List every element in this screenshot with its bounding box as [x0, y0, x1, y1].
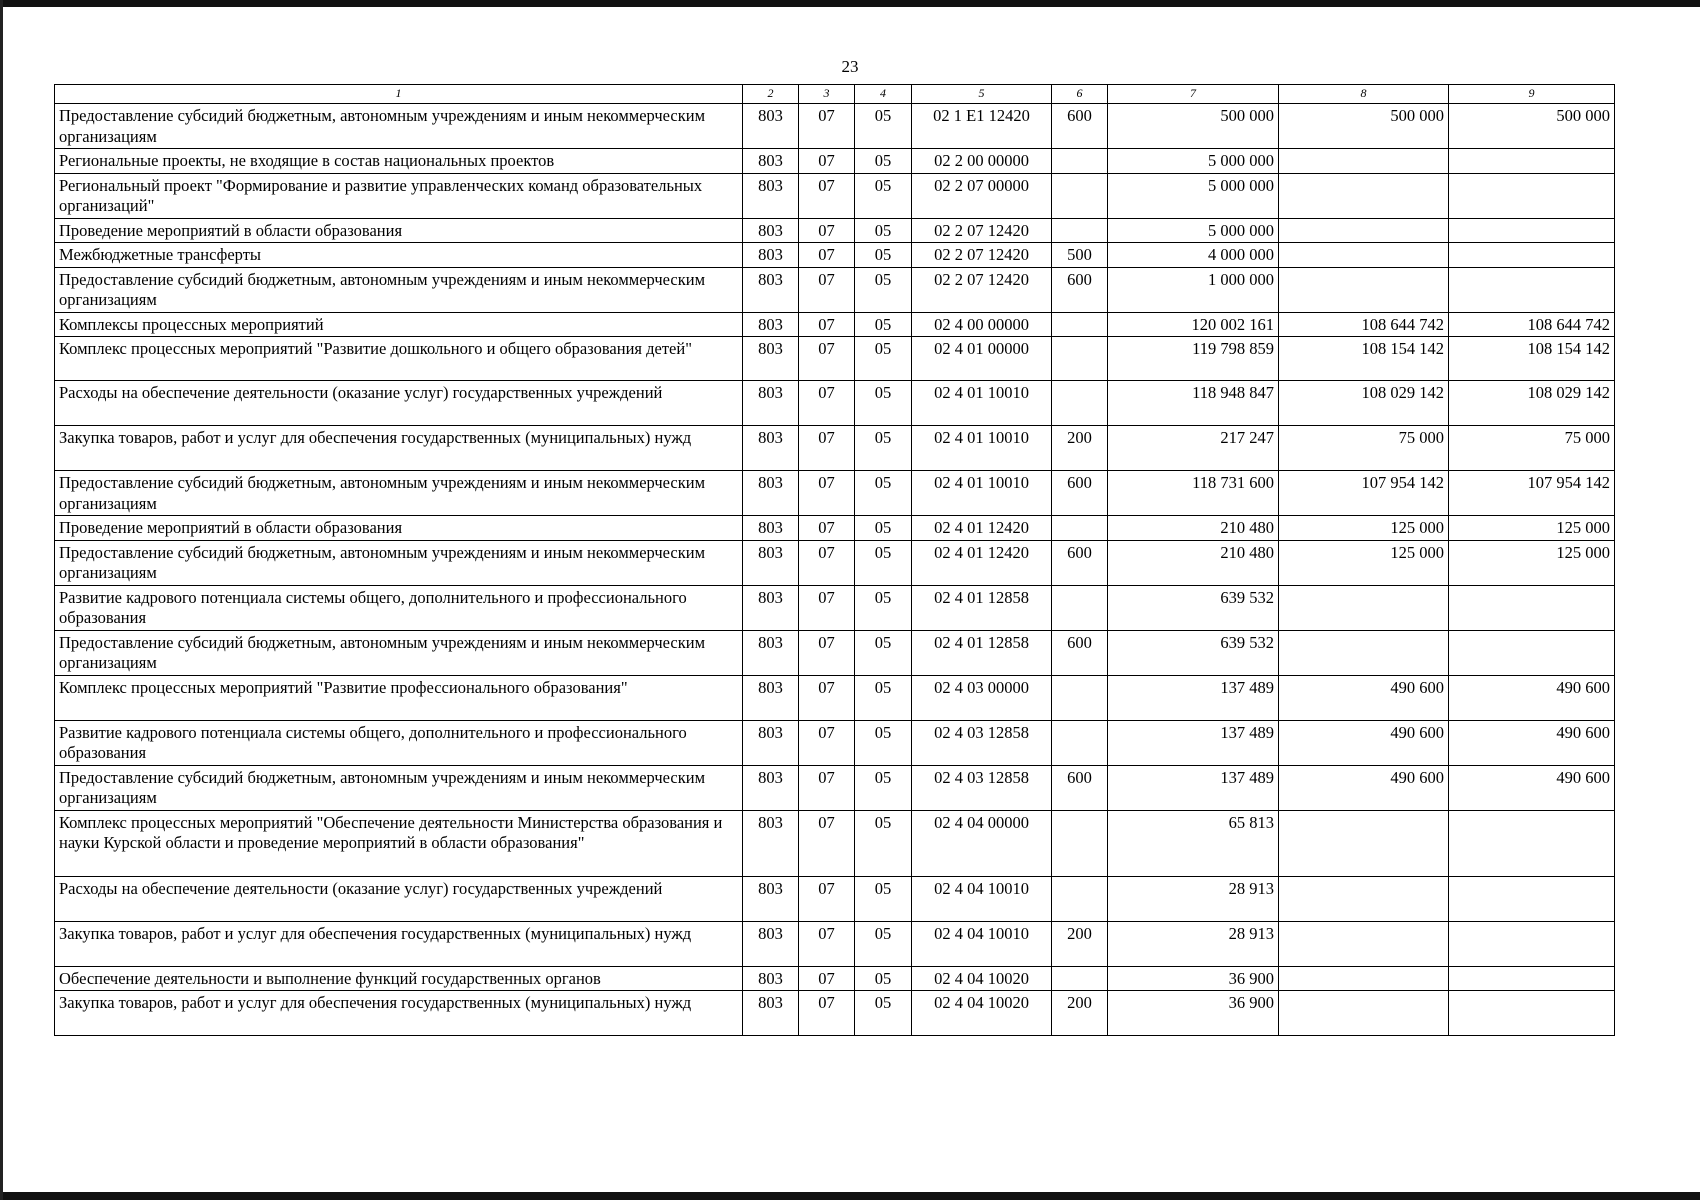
amount-col9-cell	[1449, 173, 1615, 218]
item-name-cell: Проведение мероприятий в области образования	[55, 218, 743, 243]
amount-col7-cell: 4 000 000	[1108, 243, 1279, 268]
scan-edge-left	[0, 0, 3, 1200]
amount-col8-cell	[1279, 173, 1449, 218]
admin-code-cell: 803	[743, 585, 799, 630]
expense-type-code-cell	[1052, 312, 1108, 337]
section-code-cell: 07	[799, 720, 855, 765]
amount-col9-cell: 490 600	[1449, 675, 1615, 720]
section-code-cell: 07	[799, 426, 855, 471]
column-header: 3	[799, 85, 855, 104]
section-code-cell: 07	[799, 966, 855, 991]
item-name-cell: Региональный проект "Формирование и развитие управленческих команд образовательных организаций"	[55, 173, 743, 218]
amount-col9-cell	[1449, 991, 1615, 1036]
amount-col8-cell	[1279, 630, 1449, 675]
target-article-code-cell: 02 4 04 00000	[912, 810, 1052, 876]
subsection-code-cell: 05	[855, 921, 912, 966]
amount-col9-cell	[1449, 630, 1615, 675]
amount-col8-cell: 107 954 142	[1279, 471, 1449, 516]
admin-code-cell: 803	[743, 765, 799, 810]
amount-col8-cell: 500 000	[1279, 104, 1449, 149]
amount-col9-cell: 500 000	[1449, 104, 1615, 149]
admin-code-cell: 803	[743, 312, 799, 337]
admin-code-cell: 803	[743, 720, 799, 765]
expense-type-code-cell	[1052, 585, 1108, 630]
amount-col7-cell: 137 489	[1108, 675, 1279, 720]
column-number-row	[55, 85, 1615, 104]
admin-code-cell: 803	[743, 149, 799, 174]
amount-col9-cell	[1449, 921, 1615, 966]
expense-type-code-cell: 600	[1052, 471, 1108, 516]
amount-col9-cell	[1449, 218, 1615, 243]
section-code-cell: 07	[799, 991, 855, 1036]
table-row	[55, 921, 1615, 966]
amount-col8-cell	[1279, 218, 1449, 243]
expense-type-code-cell: 600	[1052, 267, 1108, 312]
item-name-cell: Комплексы процессных мероприятий	[55, 312, 743, 337]
section-code-cell: 07	[799, 810, 855, 876]
expense-type-code-cell	[1052, 381, 1108, 426]
item-name-cell: Развитие кадрового потенциала системы общего, дополнительного и профессионального образования	[55, 720, 743, 765]
target-article-code-cell: 02 4 00 00000	[912, 312, 1052, 337]
budget-table	[54, 84, 1615, 1036]
section-code-cell: 07	[799, 921, 855, 966]
amount-col8-cell	[1279, 243, 1449, 268]
amount-col7-cell: 217 247	[1108, 426, 1279, 471]
expense-type-code-cell	[1052, 173, 1108, 218]
amount-col7-cell: 1 000 000	[1108, 267, 1279, 312]
amount-col9-cell	[1449, 966, 1615, 991]
table-row	[55, 267, 1615, 312]
amount-col8-cell: 108 029 142	[1279, 381, 1449, 426]
amount-col9-cell: 125 000	[1449, 516, 1615, 541]
table-row	[55, 149, 1615, 174]
admin-code-cell: 803	[743, 876, 799, 921]
amount-col9-cell: 108 154 142	[1449, 337, 1615, 381]
amount-col8-cell	[1279, 991, 1449, 1036]
subsection-code-cell: 05	[855, 173, 912, 218]
target-article-code-cell: 02 2 00 00000	[912, 149, 1052, 174]
expense-type-code-cell: 200	[1052, 426, 1108, 471]
amount-col8-cell	[1279, 149, 1449, 174]
admin-code-cell: 803	[743, 630, 799, 675]
section-code-cell: 07	[799, 312, 855, 337]
expense-type-code-cell: 600	[1052, 104, 1108, 149]
column-header: 4	[855, 85, 912, 104]
section-code-cell: 07	[799, 516, 855, 541]
section-code-cell: 07	[799, 471, 855, 516]
amount-col8-cell: 490 600	[1279, 765, 1449, 810]
amount-col7-cell: 137 489	[1108, 720, 1279, 765]
section-code-cell: 07	[799, 675, 855, 720]
amount-col8-cell	[1279, 921, 1449, 966]
admin-code-cell: 803	[743, 966, 799, 991]
amount-col7-cell: 5 000 000	[1108, 149, 1279, 174]
subsection-code-cell: 05	[855, 991, 912, 1036]
target-article-code-cell: 02 4 01 12420	[912, 516, 1052, 541]
subsection-code-cell: 05	[855, 243, 912, 268]
subsection-code-cell: 05	[855, 810, 912, 876]
column-header: 6	[1052, 85, 1108, 104]
table-row	[55, 876, 1615, 921]
table-row	[55, 381, 1615, 426]
target-article-code-cell: 02 4 03 12858	[912, 720, 1052, 765]
section-code-cell: 07	[799, 540, 855, 585]
item-name-cell: Комплекс процессных мероприятий "Развитие профессионального образования"	[55, 675, 743, 720]
column-header: 2	[743, 85, 799, 104]
expense-type-code-cell	[1052, 966, 1108, 991]
target-article-code-cell: 02 4 04 10010	[912, 921, 1052, 966]
expense-type-code-cell	[1052, 720, 1108, 765]
amount-col8-cell: 108 154 142	[1279, 337, 1449, 381]
amount-col7-cell: 28 913	[1108, 876, 1279, 921]
admin-code-cell: 803	[743, 381, 799, 426]
table-row	[55, 540, 1615, 585]
section-code-cell: 07	[799, 630, 855, 675]
admin-code-cell: 803	[743, 104, 799, 149]
subsection-code-cell: 05	[855, 381, 912, 426]
item-name-cell: Расходы на обеспечение деятельности (оказание услуг) государственных учреждений	[55, 876, 743, 921]
target-article-code-cell: 02 2 07 12420	[912, 243, 1052, 268]
amount-col7-cell: 639 532	[1108, 585, 1279, 630]
amount-col8-cell: 125 000	[1279, 516, 1449, 541]
target-article-code-cell: 02 1 Е1 12420	[912, 104, 1052, 149]
amount-col8-cell	[1279, 966, 1449, 991]
expense-type-code-cell	[1052, 516, 1108, 541]
amount-col8-cell: 125 000	[1279, 540, 1449, 585]
subsection-code-cell: 05	[855, 630, 912, 675]
amount-col7-cell: 500 000	[1108, 104, 1279, 149]
item-name-cell: Обеспечение деятельности и выполнение функций государственных органов	[55, 966, 743, 991]
table-row	[55, 585, 1615, 630]
section-code-cell: 07	[799, 381, 855, 426]
admin-code-cell: 803	[743, 243, 799, 268]
expense-type-code-cell	[1052, 675, 1108, 720]
target-article-code-cell: 02 4 01 10010	[912, 471, 1052, 516]
subsection-code-cell: 05	[855, 720, 912, 765]
table-row	[55, 675, 1615, 720]
amount-col7-cell: 119 798 859	[1108, 337, 1279, 381]
amount-col7-cell: 5 000 000	[1108, 173, 1279, 218]
amount-col9-cell	[1449, 267, 1615, 312]
section-code-cell: 07	[799, 104, 855, 149]
item-name-cell: Развитие кадрового потенциала системы общего, дополнительного и профессионального образования	[55, 585, 743, 630]
amount-col7-cell: 639 532	[1108, 630, 1279, 675]
table-row	[55, 630, 1615, 675]
expense-type-code-cell: 200	[1052, 921, 1108, 966]
section-code-cell: 07	[799, 876, 855, 921]
expense-type-code-cell	[1052, 149, 1108, 174]
subsection-code-cell: 05	[855, 337, 912, 381]
table-row	[55, 173, 1615, 218]
scan-edge-bottom	[0, 1192, 1700, 1200]
amount-col8-cell: 490 600	[1279, 675, 1449, 720]
amount-col7-cell: 5 000 000	[1108, 218, 1279, 243]
item-name-cell: Региональные проекты, не входящие в состав национальных проектов	[55, 149, 743, 174]
subsection-code-cell: 05	[855, 426, 912, 471]
item-name-cell: Предоставление субсидий бюджетным, автономным учреждениям и иным некоммерческим организациям	[55, 471, 743, 516]
admin-code-cell: 803	[743, 337, 799, 381]
table-row	[55, 218, 1615, 243]
column-header: 7	[1108, 85, 1279, 104]
section-code-cell: 07	[799, 243, 855, 268]
item-name-cell: Предоставление субсидий бюджетным, автономным учреждениям и иным некоммерческим организациям	[55, 765, 743, 810]
amount-col7-cell: 28 913	[1108, 921, 1279, 966]
admin-code-cell: 803	[743, 267, 799, 312]
admin-code-cell: 803	[743, 810, 799, 876]
admin-code-cell: 803	[743, 218, 799, 243]
table-row	[55, 471, 1615, 516]
table-row	[55, 312, 1615, 337]
amount-col7-cell: 118 731 600	[1108, 471, 1279, 516]
item-name-cell: Предоставление субсидий бюджетным, автономным учреждениям и иным некоммерческим организациям	[55, 540, 743, 585]
amount-col8-cell: 75 000	[1279, 426, 1449, 471]
expense-type-code-cell	[1052, 337, 1108, 381]
subsection-code-cell: 05	[855, 267, 912, 312]
target-article-code-cell: 02 4 04 10010	[912, 876, 1052, 921]
expense-type-code-cell: 500	[1052, 243, 1108, 268]
amount-col9-cell	[1449, 810, 1615, 876]
amount-col8-cell	[1279, 585, 1449, 630]
subsection-code-cell: 05	[855, 516, 912, 541]
subsection-code-cell: 05	[855, 218, 912, 243]
column-header: 8	[1279, 85, 1449, 104]
amount-col9-cell	[1449, 585, 1615, 630]
item-name-cell: Предоставление субсидий бюджетным, автономным учреждениям и иным некоммерческим организациям	[55, 267, 743, 312]
section-code-cell: 07	[799, 218, 855, 243]
amount-col9-cell	[1449, 243, 1615, 268]
expense-type-code-cell	[1052, 218, 1108, 243]
expense-type-code-cell	[1052, 810, 1108, 876]
table-row	[55, 765, 1615, 810]
amount-col9-cell: 125 000	[1449, 540, 1615, 585]
expense-type-code-cell: 600	[1052, 630, 1108, 675]
admin-code-cell: 803	[743, 426, 799, 471]
column-header: 1	[55, 85, 743, 104]
table-row	[55, 516, 1615, 541]
expense-type-code-cell: 600	[1052, 540, 1108, 585]
amount-col7-cell: 65 813	[1108, 810, 1279, 876]
amount-col8-cell: 490 600	[1279, 720, 1449, 765]
table-row	[55, 966, 1615, 991]
amount-col7-cell: 118 948 847	[1108, 381, 1279, 426]
amount-col9-cell: 107 954 142	[1449, 471, 1615, 516]
amount-col9-cell: 490 600	[1449, 765, 1615, 810]
table-row	[55, 104, 1615, 149]
section-code-cell: 07	[799, 765, 855, 810]
subsection-code-cell: 05	[855, 876, 912, 921]
target-article-code-cell: 02 4 01 12420	[912, 540, 1052, 585]
subsection-code-cell: 05	[855, 471, 912, 516]
subsection-code-cell: 05	[855, 675, 912, 720]
expense-type-code-cell	[1052, 876, 1108, 921]
admin-code-cell: 803	[743, 675, 799, 720]
item-name-cell: Предоставление субсидий бюджетным, автономным учреждениям и иным некоммерческим организациям	[55, 630, 743, 675]
subsection-code-cell: 05	[855, 149, 912, 174]
amount-col7-cell: 36 900	[1108, 966, 1279, 991]
page-number: 23	[841, 57, 859, 76]
admin-code-cell: 803	[743, 921, 799, 966]
item-name-cell: Закупка товаров, работ и услуг для обеспечения государственных (муниципальных) нужд	[55, 991, 743, 1036]
section-code-cell: 07	[799, 149, 855, 174]
table-row	[55, 426, 1615, 471]
amount-col9-cell: 490 600	[1449, 720, 1615, 765]
column-header: 9	[1449, 85, 1615, 104]
amount-col7-cell: 210 480	[1108, 540, 1279, 585]
subsection-code-cell: 05	[855, 765, 912, 810]
subsection-code-cell: 05	[855, 540, 912, 585]
expense-type-code-cell: 600	[1052, 765, 1108, 810]
target-article-code-cell: 02 4 01 00000	[912, 337, 1052, 381]
admin-code-cell: 803	[743, 540, 799, 585]
item-name-cell: Межбюджетные трансферты	[55, 243, 743, 268]
admin-code-cell: 803	[743, 991, 799, 1036]
section-code-cell: 07	[799, 585, 855, 630]
amount-col7-cell: 120 002 161	[1108, 312, 1279, 337]
target-article-code-cell: 02 4 03 00000	[912, 675, 1052, 720]
target-article-code-cell: 02 4 01 10010	[912, 381, 1052, 426]
target-article-code-cell: 02 2 07 12420	[912, 218, 1052, 243]
subsection-code-cell: 05	[855, 312, 912, 337]
column-header: 5	[912, 85, 1052, 104]
amount-col7-cell: 36 900	[1108, 991, 1279, 1036]
amount-col9-cell	[1449, 876, 1615, 921]
table-row	[55, 720, 1615, 765]
expense-type-code-cell: 200	[1052, 991, 1108, 1036]
subsection-code-cell: 05	[855, 966, 912, 991]
table-row	[55, 810, 1615, 876]
item-name-cell: Комплекс процессных мероприятий "Развитие дошкольного и общего образования детей"	[55, 337, 743, 381]
scan-edge-top	[0, 0, 1700, 7]
amount-col9-cell: 108 029 142	[1449, 381, 1615, 426]
target-article-code-cell: 02 4 01 12858	[912, 630, 1052, 675]
section-code-cell: 07	[799, 337, 855, 381]
amount-col8-cell	[1279, 810, 1449, 876]
item-name-cell: Расходы на обеспечение деятельности (оказание услуг) государственных учреждений	[55, 381, 743, 426]
target-article-code-cell: 02 4 03 12858	[912, 765, 1052, 810]
amount-col9-cell	[1449, 149, 1615, 174]
item-name-cell: Закупка товаров, работ и услуг для обеспечения государственных (муниципальных) нужд	[55, 426, 743, 471]
target-article-code-cell: 02 4 01 10010	[912, 426, 1052, 471]
amount-col8-cell	[1279, 267, 1449, 312]
amount-col7-cell: 210 480	[1108, 516, 1279, 541]
admin-code-cell: 803	[743, 471, 799, 516]
admin-code-cell: 803	[743, 516, 799, 541]
subsection-code-cell: 05	[855, 585, 912, 630]
item-name-cell: Предоставление субсидий бюджетным, автономным учреждениям и иным некоммерческим организациям	[55, 104, 743, 149]
section-code-cell: 07	[799, 173, 855, 218]
table-row	[55, 337, 1615, 381]
amount-col8-cell: 108 644 742	[1279, 312, 1449, 337]
table-row	[55, 243, 1615, 268]
item-name-cell: Комплекс процессных мероприятий "Обеспечение деятельности Министерства образования и науки Курской области и проведение мероприятий в области образования"	[55, 810, 743, 876]
subsection-code-cell: 05	[855, 104, 912, 149]
target-article-code-cell: 02 2 07 12420	[912, 267, 1052, 312]
section-code-cell: 07	[799, 267, 855, 312]
table-row	[55, 991, 1615, 1036]
target-article-code-cell: 02 4 04 10020	[912, 991, 1052, 1036]
target-article-code-cell: 02 4 04 10020	[912, 966, 1052, 991]
target-article-code-cell: 02 4 01 12858	[912, 585, 1052, 630]
item-name-cell: Проведение мероприятий в области образования	[55, 516, 743, 541]
amount-col9-cell: 108 644 742	[1449, 312, 1615, 337]
amount-col7-cell: 137 489	[1108, 765, 1279, 810]
amount-col8-cell	[1279, 876, 1449, 921]
amount-col9-cell: 75 000	[1449, 426, 1615, 471]
target-article-code-cell: 02 2 07 00000	[912, 173, 1052, 218]
admin-code-cell: 803	[743, 173, 799, 218]
item-name-cell: Закупка товаров, работ и услуг для обеспечения государственных (муниципальных) нужд	[55, 921, 743, 966]
